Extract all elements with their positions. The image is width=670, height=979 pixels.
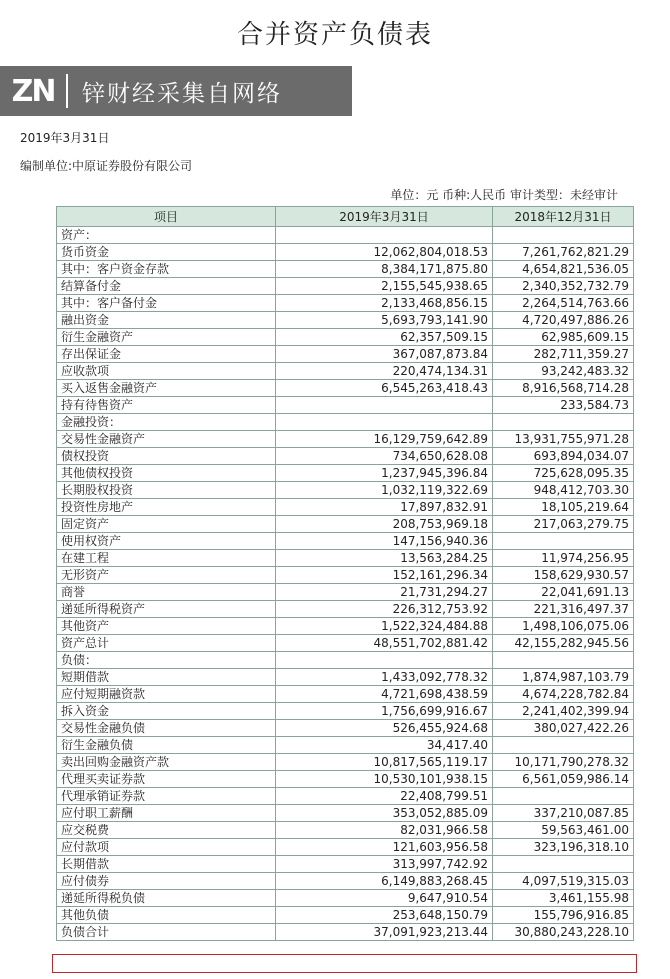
table-row — [57, 601, 634, 618]
value-2019-q1: 2,155,545,938.65 — [276, 278, 493, 295]
value-2018-ye: 217,063,279.75 — [493, 516, 634, 533]
value-2019-q1 — [276, 227, 493, 244]
value-2018-ye: 282,711,359.27 — [493, 346, 634, 363]
row-label: 拆入资金 — [57, 703, 276, 720]
row-label: 无形资产 — [57, 567, 276, 584]
row-label: 长期借款 — [57, 856, 276, 873]
value-2018-ye — [493, 227, 634, 244]
value-2018-ye: 4,097,519,315.03 — [493, 873, 634, 890]
value-2018-ye: 59,563,461.00 — [493, 822, 634, 839]
value-2019-q1 — [276, 414, 493, 431]
row-label: 在建工程 — [57, 550, 276, 567]
unit-currency-line: 单位：元 币种:人民币 审计类型：未经审计 — [390, 188, 618, 202]
row-label: 债权投资 — [57, 448, 276, 465]
row-label: 商誉 — [57, 584, 276, 601]
table-row — [57, 890, 634, 907]
value-2018-ye — [493, 737, 634, 754]
table-row — [57, 431, 634, 448]
row-label: 货币资金 — [57, 244, 276, 261]
value-2019-q1: 17,897,832.91 — [276, 499, 493, 516]
value-2018-ye: 1,498,106,075.06 — [493, 618, 634, 635]
value-2018-ye: 323,196,318.10 — [493, 839, 634, 856]
table-row — [57, 567, 634, 584]
value-2018-ye — [493, 414, 634, 431]
table-row — [57, 550, 634, 567]
row-label: 交易性金融资产 — [57, 431, 276, 448]
banner-text: 锌财经采集自网络 — [82, 80, 282, 107]
table-row — [57, 414, 634, 431]
table-row — [57, 839, 634, 856]
value-2019-q1: 37,091,923,213.44 — [276, 924, 493, 941]
table-row — [57, 686, 634, 703]
table-row — [57, 465, 634, 482]
row-label: 应付短期融资款 — [57, 686, 276, 703]
value-2019-q1: 1,237,945,396.84 — [276, 465, 493, 482]
value-2019-q1: 12,062,804,018.53 — [276, 244, 493, 261]
value-2018-ye: 3,461,155.98 — [493, 890, 634, 907]
value-2018-ye: 30,880,243,228.10 — [493, 924, 634, 941]
table-header-row — [57, 207, 634, 227]
value-2019-q1: 4,721,698,438.59 — [276, 686, 493, 703]
value-2018-ye: 2,264,514,763.66 — [493, 295, 634, 312]
value-2019-q1: 9,647,910.54 — [276, 890, 493, 907]
balance-sheet-table — [56, 206, 634, 941]
value-2018-ye — [493, 788, 634, 805]
value-2018-ye: 93,242,483.32 — [493, 363, 634, 380]
table-row — [57, 397, 634, 414]
table-row — [57, 346, 634, 363]
value-2019-q1: 253,648,150.79 — [276, 907, 493, 924]
value-2019-q1: 2,133,468,856.15 — [276, 295, 493, 312]
value-2019-q1 — [276, 397, 493, 414]
row-label: 投资性房地产 — [57, 499, 276, 516]
value-2019-q1: 21,731,294.27 — [276, 584, 493, 601]
table-row — [57, 363, 634, 380]
row-label: 结算备付金 — [57, 278, 276, 295]
table-row — [57, 720, 634, 737]
row-label: 固定资产 — [57, 516, 276, 533]
value-2018-ye: 2,241,402,399.94 — [493, 703, 634, 720]
value-2018-ye: 4,720,497,886.26 — [493, 312, 634, 329]
row-label: 应收款项 — [57, 363, 276, 380]
value-2019-q1: 226,312,753.92 — [276, 601, 493, 618]
row-label: 递延所得税负债 — [57, 890, 276, 907]
table-row — [57, 516, 634, 533]
value-2018-ye: 42,155,282,945.56 — [493, 635, 634, 652]
row-label: 融出资金 — [57, 312, 276, 329]
row-label: 应付债券 — [57, 873, 276, 890]
value-2018-ye: 62,985,609.15 — [493, 329, 634, 346]
table-row — [57, 261, 634, 278]
table-row — [57, 312, 634, 329]
value-2018-ye: 22,041,691.13 — [493, 584, 634, 601]
table-row — [57, 822, 634, 839]
row-label: 代理买卖证券款 — [57, 771, 276, 788]
value-2018-ye: 158,629,930.57 — [493, 567, 634, 584]
value-2018-ye: 4,674,228,782.84 — [493, 686, 634, 703]
value-2019-q1: 62,357,509.15 — [276, 329, 493, 346]
value-2019-q1: 6,545,263,418.43 — [276, 380, 493, 397]
value-2018-ye: 948,412,703.30 — [493, 482, 634, 499]
value-2019-q1: 353,052,885.09 — [276, 805, 493, 822]
value-2018-ye: 1,874,987,103.79 — [493, 669, 634, 686]
value-2018-ye — [493, 856, 634, 873]
table-row — [57, 448, 634, 465]
table-row — [57, 856, 634, 873]
value-2019-q1: 10,817,565,119.17 — [276, 754, 493, 771]
table-row — [57, 924, 634, 941]
report-date: 2019年3月31日 — [20, 131, 110, 145]
value-2018-ye: 233,584.73 — [493, 397, 634, 414]
value-2018-ye: 221,316,497.37 — [493, 601, 634, 618]
value-2018-ye: 13,931,755,971.28 — [493, 431, 634, 448]
value-2018-ye — [493, 533, 634, 550]
table-row — [57, 295, 634, 312]
row-label: 负债合计 — [57, 924, 276, 941]
value-2018-ye: 725,628,095.35 — [493, 465, 634, 482]
table-row — [57, 584, 634, 601]
page-title: 合并资产负债表 — [236, 20, 433, 50]
logo-divider — [66, 74, 68, 108]
value-2019-q1: 152,161,296.34 — [276, 567, 493, 584]
row-label: 短期借款 — [57, 669, 276, 686]
value-2019-q1: 1,032,119,322.69 — [276, 482, 493, 499]
value-2019-q1: 22,408,799.51 — [276, 788, 493, 805]
value-2019-q1: 48,551,702,881.42 — [276, 635, 493, 652]
watermark-banner — [0, 66, 352, 116]
value-2019-q1: 208,753,969.18 — [276, 516, 493, 533]
value-2018-ye: 4,654,821,536.05 — [493, 261, 634, 278]
row-label: 资产总计 — [57, 635, 276, 652]
table-row — [57, 771, 634, 788]
table-row — [57, 482, 634, 499]
table-row — [57, 669, 634, 686]
value-2018-ye: 2,340,352,732.79 — [493, 278, 634, 295]
value-2019-q1: 121,603,956.58 — [276, 839, 493, 856]
row-label: 长期股权投资 — [57, 482, 276, 499]
table-row — [57, 703, 634, 720]
value-2018-ye: 155,796,916.85 — [493, 907, 634, 924]
row-label: 资产： — [57, 227, 276, 244]
value-2019-q1: 147,156,940.36 — [276, 533, 493, 550]
table-row — [57, 754, 634, 771]
value-2018-ye: 18,105,219.64 — [493, 499, 634, 516]
header-2018-ye: 2018年12月31日 — [493, 207, 634, 227]
table-row — [57, 244, 634, 261]
value-2019-q1: 1,756,699,916.67 — [276, 703, 493, 720]
table-row — [57, 805, 634, 822]
table-row — [57, 499, 634, 516]
table-row — [57, 635, 634, 652]
value-2018-ye: 7,261,762,821.29 — [493, 244, 634, 261]
value-2019-q1: 8,384,171,875.80 — [276, 261, 493, 278]
row-label: 衍生金融资产 — [57, 329, 276, 346]
row-label: 其他资产 — [57, 618, 276, 635]
value-2018-ye: 11,974,256.95 — [493, 550, 634, 567]
value-2019-q1: 220,474,134.31 — [276, 363, 493, 380]
value-2018-ye: 693,894,034.07 — [493, 448, 634, 465]
value-2019-q1: 10,530,101,938.15 — [276, 771, 493, 788]
row-label: 其他负债 — [57, 907, 276, 924]
row-label: 使用权资产 — [57, 533, 276, 550]
table-row — [57, 533, 634, 550]
value-2019-q1: 526,455,924.68 — [276, 720, 493, 737]
value-2019-q1 — [276, 652, 493, 669]
table-row — [57, 329, 634, 346]
row-label: 代理承销证券款 — [57, 788, 276, 805]
value-2019-q1: 1,522,324,484.88 — [276, 618, 493, 635]
table-row — [57, 618, 634, 635]
row-label: 卖出回购金融资产款 — [57, 754, 276, 771]
row-label: 持有待售资产 — [57, 397, 276, 414]
total-liabilities-highlight — [52, 954, 637, 973]
value-2019-q1: 6,149,883,268.45 — [276, 873, 493, 890]
table-row — [57, 652, 634, 669]
value-2019-q1: 13,563,284.25 — [276, 550, 493, 567]
value-2019-q1: 82,031,966.58 — [276, 822, 493, 839]
value-2018-ye: 6,561,059,986.14 — [493, 771, 634, 788]
row-label: 其中：客户资金存款 — [57, 261, 276, 278]
table-row — [57, 737, 634, 754]
table-row — [57, 907, 634, 924]
value-2019-q1: 5,693,793,141.90 — [276, 312, 493, 329]
value-2019-q1: 34,417.40 — [276, 737, 493, 754]
row-label: 其他债权投资 — [57, 465, 276, 482]
table-row — [57, 278, 634, 295]
header-item: 项目 — [57, 207, 276, 227]
value-2018-ye — [493, 652, 634, 669]
value-2019-q1: 313,997,742.92 — [276, 856, 493, 873]
row-label: 应付职工薪酬 — [57, 805, 276, 822]
row-label: 负债： — [57, 652, 276, 669]
value-2018-ye: 337,210,087.85 — [493, 805, 634, 822]
row-label: 交易性金融负债 — [57, 720, 276, 737]
table-row — [57, 227, 634, 244]
row-label: 存出保证金 — [57, 346, 276, 363]
value-2018-ye: 8,916,568,714.28 — [493, 380, 634, 397]
brand-logo: ZN — [11, 73, 55, 109]
value-2019-q1: 1,433,092,778.32 — [276, 669, 493, 686]
value-2019-q1: 16,129,759,642.89 — [276, 431, 493, 448]
value-2019-q1: 367,087,873.84 — [276, 346, 493, 363]
compiling-unit: 编制单位:中原证券股份有限公司 — [20, 159, 193, 173]
row-label: 衍生金融负债 — [57, 737, 276, 754]
table-row — [57, 873, 634, 890]
row-label: 买入返售金融资产 — [57, 380, 276, 397]
header-2019-q1: 2019年3月31日 — [276, 207, 493, 227]
row-label: 递延所得税资产 — [57, 601, 276, 618]
table-row — [57, 788, 634, 805]
row-label: 应付款项 — [57, 839, 276, 856]
value-2019-q1: 734,650,628.08 — [276, 448, 493, 465]
row-label: 其中：客户备付金 — [57, 295, 276, 312]
value-2018-ye: 10,171,790,278.32 — [493, 754, 634, 771]
row-label: 应交税费 — [57, 822, 276, 839]
value-2018-ye: 380,027,422.26 — [493, 720, 634, 737]
table-row — [57, 380, 634, 397]
row-label: 金融投资： — [57, 414, 276, 431]
